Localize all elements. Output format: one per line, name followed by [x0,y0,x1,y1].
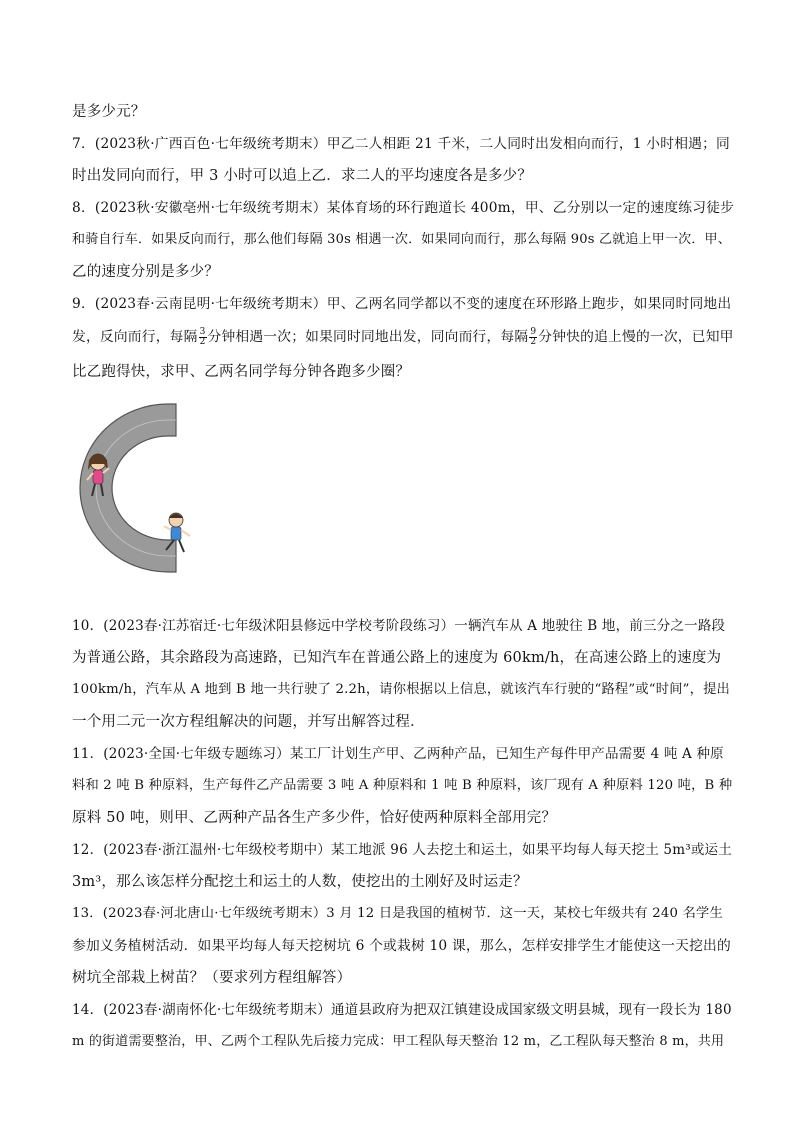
fraction-denominator: 2 [530,337,537,347]
question-9-line-1: 9．(2023春·云南昆明·七年级统考期末）甲、乙两名同学都以不变的速度在环形路上跑步，如果同时同地出 [72,296,732,312]
question-11-line-1: 11．(2023·全国·七年级专题练习）某工厂计划生产甲、乙两种产品，已知生产每件甲产品需要 4 吨 A 种原 [72,746,724,762]
question-13-line-2: 参加义务植树活动．如果平均每人每天挖树坑 6 个或栽树 10 课，那么，怎样安排学生才能使这一天挖出的 [72,938,731,954]
question-10-line-2: 为普通公路，其余路段为高速路，已知汽车在普通公路上的速度为 60km/h，在高速公路上的速度为 [72,650,722,666]
fraction-3-2 [199,328,207,347]
question-9-line-2 [72,327,734,347]
question-12-line-2: 3m³，那么该怎样分配挖土和运土的人数，使挖出的土刚好及时运走？ [72,874,528,890]
question-10-line-1: 10．(2023春·江苏宿迁·七年级沭阳县修远中学校考阶段练习）一辆汽车从 A 地驶往 B 地，前三分之一路段 [72,618,726,634]
text-line: 是多少元？ [72,104,146,120]
question-8-line-2: 和骑自行车．如果反向而行，那么他们每隔 30s 相遇一次．如果同向而行，那么每隔 90s 乙就追上甲一次．甲、 [72,232,731,247]
question-11-line-2: 料和 2 吨 B 种原料，生产每件乙产品需要 3 吨 A 种原料和 1 吨 B 种原料，该厂现有 A 种原料 120 吨，B 种 [72,778,733,793]
fraction-numerator: 9 [530,327,537,337]
fraction-9-2 [529,328,537,347]
question-9-line-3: 比乙跑得快，求甲、乙两名同学每分钟各跑多少圈？ [72,364,411,380]
question-14-line-2: m 的街道需要整治，甲、乙两个工程队先后接力完成：甲工程队每天整治 12 m，乙工程队每天整治 8 m，共用 [72,1034,725,1049]
running-track-figure [76,400,206,576]
fraction-numerator: 3 [199,327,206,337]
question-10-line-3: 100km/h，汽车从 A 地到 B 地一共行驶了 2.2h，请你根据以上信息，就该汽车行驶的“路程”或“时间”，提出 [72,682,731,697]
question-7-line-1: 7．(2023秋·广西百色·七年级统考期末）甲乙二人相距 21 千米，二人同时出发相向而行，1 小时相遇；同 [72,136,731,152]
question-11-line-3: 原料 50 吨，则甲、乙两种产品各生产多少件，恰好使两种原料全部用完？ [72,810,557,826]
text-segment: 分钟快的追上慢的一次，已知甲 [538,329,734,345]
question-7-line-2: 时出发同向而行，甲 3 小时可以追上乙．求二人的平均速度各是多少？ [72,168,533,184]
question-13-line-3: 树坑全部栽上树苗？（要求列方程组解答） [72,970,352,986]
question-12-line-1: 12．(2023春·浙江温州·七年级校考期中）某工地派 96 人去挖土和运土，如果平均每人每天挖土 5m³或运土 [72,842,732,858]
question-10-line-4: 一个用二元一次方程组解决的问题，并写出解答过程． [72,714,425,730]
question-8-line-1: 8．(2023秋·安徽亳州·七年级统考期末）某体育场的环行跑道长 400m，甲、乙分别以一定的速度练习徒步 [72,200,735,216]
boy-runner-icon [164,513,190,552]
question-14-line-1: 14．(2023春·湖南怀化·七年级统考期末）通道县政府为把双江镇建设成国家级文明县城，现有一段长为 180 [72,1002,732,1018]
fraction-denominator: 2 [199,337,206,347]
question-13-line-1: 13．(2023春·河北唐山·七年级统考期末）3 月 12 日是我国的植树节．这一天，某校七年级共有 240 名学生 [72,906,723,921]
text-segment: 发，反向而行，每隔 [72,329,198,345]
text-segment: 分钟相遇一次；如果同时同地出发，同向而行，每隔 [207,329,529,345]
question-8-line-3: 乙的速度分别是多少？ [72,264,219,280]
